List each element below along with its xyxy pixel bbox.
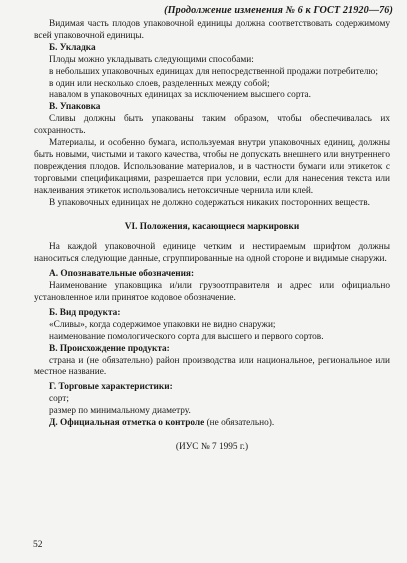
subheading-identification: А. Опознавательные обозначения: bbox=[49, 269, 195, 280]
paragraph: размер по минимальному диаметру. bbox=[49, 406, 191, 417]
paragraph: наименование помологического сорта для высшего и первого сортов. bbox=[49, 331, 324, 342]
control-note: (не обязательно). bbox=[204, 418, 275, 429]
paragraph: навалом в упаковочных единицах за исключением высшего сорта. bbox=[49, 90, 311, 101]
page-number: 52 bbox=[33, 540, 43, 550]
paragraph: В упаковочных единицах не должно содержаться никаких посторонних веществ. bbox=[49, 197, 370, 208]
subheading-control: Д. Официальная отметка о контроле bbox=[49, 418, 205, 429]
paragraph: Видимая часть плодов упаковочной единицы должна соответствовать содержимому всей упаковочной единицы. bbox=[34, 19, 390, 41]
subheading-product-type: Б. Вид продукта: bbox=[49, 307, 121, 318]
subheading-packing: Б. Укладка bbox=[49, 42, 96, 53]
subheading-origin: В. Происхождение продукта: bbox=[49, 343, 170, 354]
page-header: (Продолжение изменения № 6 к ГОСТ 21920—76) bbox=[164, 5, 393, 16]
paragraph: Сливы должны быть упакованы таким образом, чтобы обеспечивалась их сохранность. bbox=[34, 114, 390, 137]
paragraph: Материалы, и особенно бумага, используемая внутри упаковочных единиц, должны быть новыми, чистыми и такого качества, чтобы не допускать внешнего или внутреннего повреждения плодов. Использование материалов, и в частности бумаги или этикеток с торговыми спецификациями, разрешается при условии, если для нанесения текста или наклеивания этикеток использовались нетоксичные чернила или клей. bbox=[34, 138, 390, 196]
subheading-commercial: Г. Торговые характеристики: bbox=[49, 382, 173, 393]
paragraph bbox=[34, 418, 390, 430]
paragraph: «Сливы», когда содержимое упаковки не видно снаружи; bbox=[49, 319, 276, 330]
paragraph: в один или несколько слоев, разделенных между собой; bbox=[49, 78, 270, 89]
paragraph: в небольших упаковочных единицах для непосредственной продажи потребителю; bbox=[49, 66, 378, 77]
paragraph: сорт; bbox=[49, 394, 69, 405]
paragraph: На каждой упаковочной единице четким и нестираемым шрифтом должны наноситься следующие данные, сгруппированные на одной стороне и видимые снаружи. bbox=[34, 242, 390, 265]
amendment-reference: (ИУС № 7 1995 г.) bbox=[175, 442, 249, 452]
subheading-packaging: В. Упаковка bbox=[49, 102, 101, 113]
section-title: VI. Положения, касающиеся маркировки bbox=[124, 221, 300, 232]
document-body bbox=[34, 19, 390, 454]
paragraph: Плоды можно укладывать следующими способами: bbox=[49, 54, 254, 65]
paragraph: Наименование упаковщика и/или грузоотправителя и адрес или официально установленное или принятое кодовое обозначение. bbox=[34, 281, 390, 304]
paragraph: страна и (не обязательно) район производства или национальное, региональное или местное название. bbox=[34, 355, 390, 378]
